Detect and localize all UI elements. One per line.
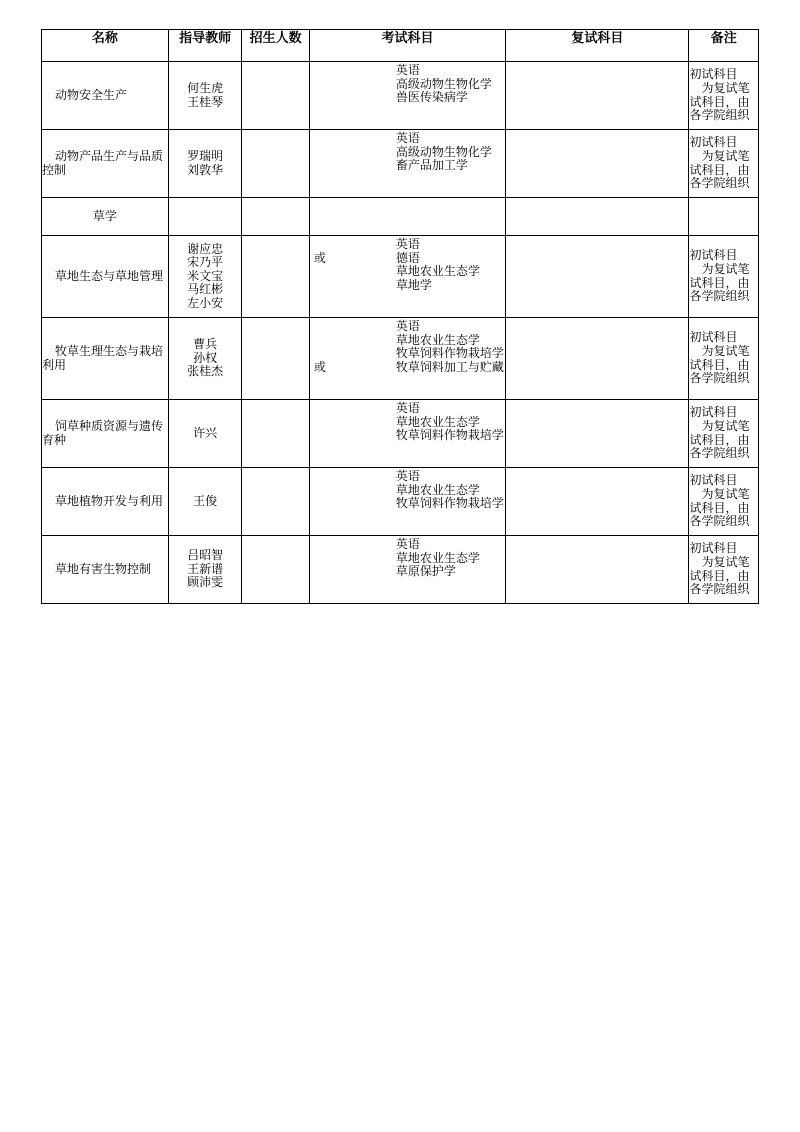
exam-subject: 兽医传染病学: [395, 90, 468, 105]
advisor-cell: [168, 400, 242, 468]
advisor-cell: [168, 468, 242, 536]
advisor-name: 王桂琴: [187, 94, 224, 109]
exam-subject: 牧草饲料作物栽培学: [395, 346, 504, 361]
header-exam: 考试科目: [309, 30, 505, 62]
advisor-cell: [168, 62, 242, 130]
exam-subject: 牧草饲料加工与贮藏: [395, 359, 504, 374]
note-line: 初试科目: [689, 330, 738, 345]
program-name: 牧草生理生态与栽培利用: [42, 343, 164, 372]
note-line: 各学院组织: [689, 582, 750, 597]
advisor-name: 宋乃平: [187, 255, 224, 270]
header-note: 备注: [689, 30, 759, 62]
note-cell: [689, 130, 759, 198]
advisor-cell: [168, 318, 242, 400]
exam-cell: [309, 236, 505, 318]
enrollment-cell: [242, 62, 309, 130]
note-line: 各学院组织: [689, 108, 750, 123]
exam-subject: 牧草饲料作物栽培学: [395, 428, 504, 443]
exam-subject: 草地学: [395, 277, 432, 292]
enrollment-cell: [242, 318, 309, 400]
program-name-cell: [42, 236, 169, 318]
exam-subject: 英语: [395, 537, 420, 551]
exam-cell: [309, 400, 505, 468]
note-line: 各学院组织: [689, 289, 750, 304]
note-cell: [689, 198, 759, 236]
advisor-name: 谢应忠: [187, 241, 224, 256]
advisor-name: 许兴: [193, 425, 218, 440]
exam-subject: 草地农业生态学: [395, 414, 480, 429]
exam-subject: 高级动物生物化学: [395, 76, 492, 91]
note-line: 初试科目: [689, 473, 738, 488]
exam-cell: [309, 62, 505, 130]
advisor-name: 罗瑞明: [187, 148, 224, 163]
program-name-cell: [42, 62, 169, 130]
retest-cell: [506, 318, 689, 400]
exam-subject: 草原保护学: [395, 564, 456, 579]
header-row: [42, 30, 759, 62]
note-line: 试科目，由: [689, 94, 750, 109]
retest-cell: [506, 198, 689, 236]
header-enrollment: 招生人数: [242, 30, 309, 62]
note-cell: [689, 400, 759, 468]
enrollment-cell: [242, 236, 309, 318]
header-retest: 复试科目: [506, 30, 689, 62]
program-name-cell: [42, 130, 169, 198]
exam-subject: 草地农业生态学: [395, 264, 480, 279]
note-line: 试科目，由: [689, 432, 750, 447]
section-name-cell: [42, 198, 169, 236]
exam-subject: 草地农业生态学: [395, 550, 480, 565]
exam-subject: 英语: [395, 469, 420, 483]
advisor-name: 孙权: [193, 350, 218, 365]
program-name: 草地有害生物控制: [55, 561, 152, 576]
note-line: 初试科目: [689, 135, 738, 150]
exam-subject: 英语: [395, 63, 420, 77]
exam-subject: 英语: [395, 131, 420, 145]
program-name-cell: [42, 400, 169, 468]
advisor-name: 米文宝: [187, 268, 224, 283]
advisor-name: 王新谱: [187, 561, 224, 576]
note-line: 为复试笔: [701, 418, 750, 433]
table-row: [42, 62, 759, 130]
retest-cell: [506, 400, 689, 468]
exam-cell: [309, 468, 505, 536]
enrollment-cell: [242, 536, 309, 604]
exam-subject: 德语: [395, 250, 420, 265]
program-name: 草地植物开发与利用: [55, 493, 164, 508]
table-row: [42, 318, 759, 400]
enrollment-cell: [242, 130, 309, 198]
exam-or-label: 或: [313, 360, 326, 374]
note-line: 各学院组织: [689, 371, 750, 386]
exam-subject: 英语: [395, 401, 420, 415]
note-line: 初试科目: [689, 67, 738, 82]
note-cell: [689, 236, 759, 318]
header-name: 名称: [42, 30, 169, 62]
program-name: 动物安全生产: [55, 87, 128, 102]
note-line: 试科目，由: [689, 568, 750, 583]
exam-cell: [309, 198, 505, 236]
advisor-cell: [168, 130, 242, 198]
advisor-name: 张桂杰: [187, 364, 224, 379]
advisor-cell: [168, 198, 242, 236]
exam-cell: [309, 318, 505, 400]
exam-subject: 畜产品加工学: [395, 158, 468, 173]
note-line: 试科目，由: [689, 162, 750, 177]
retest-cell: [506, 62, 689, 130]
note-line: 各学院组织: [689, 446, 750, 461]
exam-subject: 草地农业生态学: [395, 332, 480, 347]
program-name: 饲草种质资源与遗传育种: [42, 418, 164, 447]
table-row: [42, 536, 759, 604]
note-line: 试科目，由: [689, 500, 750, 515]
exam-cell: [309, 536, 505, 604]
advisor-cell: [168, 536, 242, 604]
advisor-name: 曹兵: [193, 337, 218, 352]
note-line: 初试科目: [689, 248, 738, 263]
note-line: 试科目，由: [689, 275, 750, 290]
enrollment-cell: [242, 468, 309, 536]
note-line: 为复试笔: [701, 343, 750, 358]
exam-subject: 草地农业生态学: [395, 482, 480, 497]
retest-cell: [506, 536, 689, 604]
note-line: 初试科目: [689, 541, 738, 556]
exam-subject: 高级动物生物化学: [395, 144, 492, 159]
note-cell: [689, 536, 759, 604]
advisor-name: 马红彬: [187, 282, 224, 297]
program-table: [41, 29, 759, 604]
table-row: [42, 130, 759, 198]
program-name-cell: [42, 536, 169, 604]
note-line: 为复试笔: [701, 80, 750, 95]
note-line: 为复试笔: [701, 554, 750, 569]
program-name-cell: [42, 318, 169, 400]
advisor-name: 左小安: [187, 295, 224, 310]
note-line: 为复试笔: [701, 148, 750, 163]
header-advisor: 指导教师: [168, 30, 242, 62]
enrollment-cell: [242, 198, 309, 236]
table-row: [42, 468, 759, 536]
table-row: [42, 400, 759, 468]
exam-subject: 英语: [395, 319, 420, 333]
advisor-name: 吕昭智: [187, 548, 224, 563]
advisor-name: 顾沛雯: [187, 575, 224, 590]
retest-cell: [506, 130, 689, 198]
note-line: 各学院组织: [689, 176, 750, 191]
note-line: 各学院组织: [689, 514, 750, 529]
note-line: 为复试笔: [701, 261, 750, 276]
section-name: 草学: [92, 208, 117, 223]
program-name-cell: [42, 468, 169, 536]
exam-cell: [309, 130, 505, 198]
advisor-name: 刘敦华: [187, 162, 224, 177]
enrollment-cell: [242, 400, 309, 468]
table-row: [42, 198, 759, 236]
retest-cell: [506, 468, 689, 536]
note-cell: [689, 62, 759, 130]
note-line: 为复试笔: [701, 486, 750, 501]
exam-subject: 英语: [395, 237, 420, 251]
note-cell: [689, 318, 759, 400]
exam-or-label: 或: [313, 251, 326, 265]
note-cell: [689, 468, 759, 536]
advisor-cell: [168, 236, 242, 318]
advisor-name: 何生虎: [187, 80, 224, 95]
exam-subject: 牧草饲料作物栽培学: [395, 496, 504, 511]
note-line: 试科目，由: [689, 357, 750, 372]
program-name: 草地生态与草地管理: [55, 268, 164, 283]
program-name: 动物产品生产与品质控制: [42, 148, 164, 177]
retest-cell: [506, 236, 689, 318]
table-row: [42, 236, 759, 318]
advisor-name: 王俊: [193, 493, 218, 508]
note-line: 初试科目: [689, 405, 738, 420]
